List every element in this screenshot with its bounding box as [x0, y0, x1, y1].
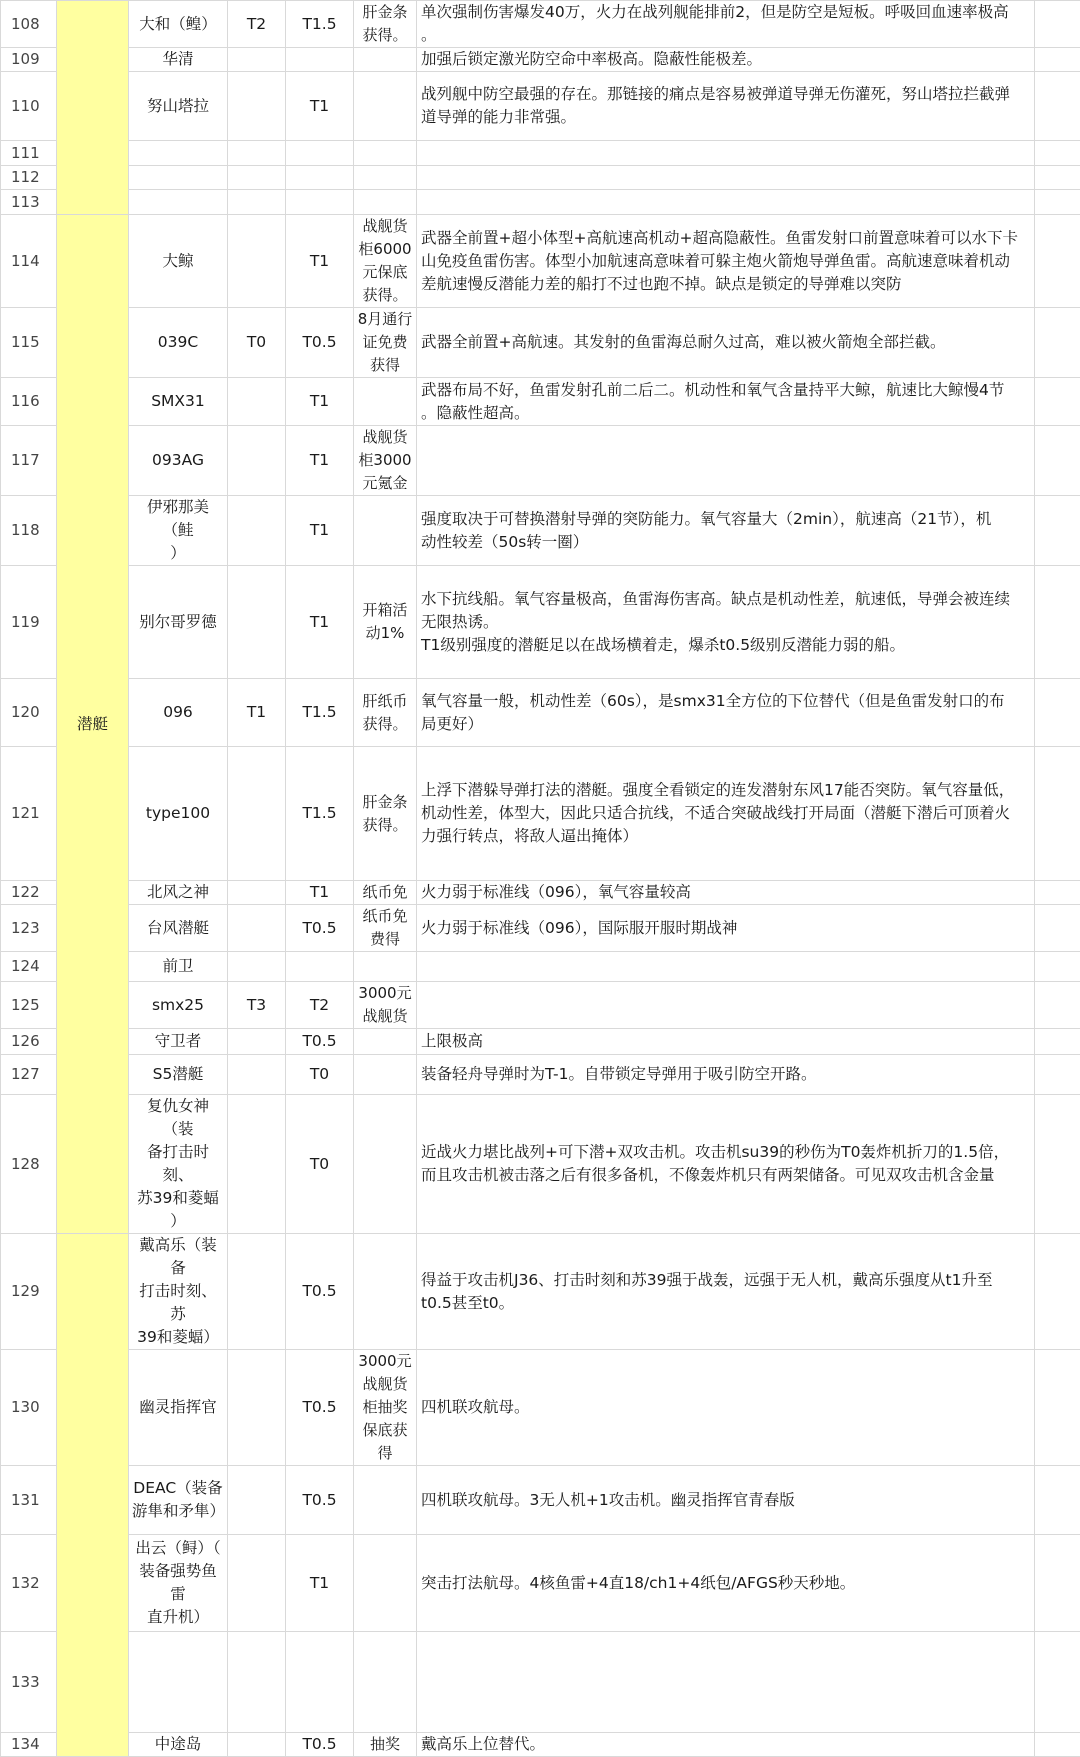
- tier-cell-b[interactable]: T1.5: [286, 1, 354, 48]
- table-row: [1, 1632, 1080, 1733]
- empty-cell[interactable]: [1035, 48, 1080, 72]
- tier-cell-b[interactable]: [286, 48, 354, 72]
- source-cell[interactable]: 肝金条 获得。: [354, 747, 417, 881]
- tier-cell-a[interactable]: [228, 1095, 286, 1234]
- ship-name-cell[interactable]: 幽灵指挥官: [129, 1350, 228, 1466]
- ship-name-cell[interactable]: S5潜艇: [129, 1055, 228, 1095]
- row-number[interactable]: 125: [1, 982, 57, 1029]
- tier-cell-b[interactable]: T0.5: [286, 1350, 354, 1466]
- row-number[interactable]: 119: [1, 566, 57, 679]
- tier-cell-a[interactable]: [228, 378, 286, 426]
- row-number[interactable]: 108: [1, 1, 57, 48]
- tier-cell-a[interactable]: [228, 1632, 286, 1733]
- description-cell[interactable]: 武器全前置+超小体型+高航速高机动+超高隐蔽性。鱼雷发射口前置意味着可以水下卡 山免疫鱼雷伤害。体型小加航速高意味着可躲主炮火箭炮导弹鱼雷。高航速意味着机动 差航速慢反潜能力差的船打不过也跑不掉。缺点是锁定的导弹难以突防: [417, 215, 1035, 308]
- row-number[interactable]: 112: [1, 166, 57, 190]
- source-cell[interactable]: [354, 952, 417, 982]
- description-cell[interactable]: 武器布局不好，鱼雷发射孔前二后二。机动性和氧气含量持平大鲸，航速比大鲸慢4节 。隐蔽性超高。: [417, 378, 1035, 426]
- ship-name-cell[interactable]: 华清: [129, 48, 228, 72]
- source-cell[interactable]: [354, 378, 417, 426]
- table-row: [1, 679, 1080, 747]
- tier-cell-a[interactable]: [228, 566, 286, 679]
- source-cell[interactable]: [354, 48, 417, 72]
- tier-cell-b[interactable]: T1: [286, 426, 354, 496]
- tier-cell-b[interactable]: T1: [286, 215, 354, 308]
- source-cell[interactable]: 8月通行 证免费 获得: [354, 308, 417, 378]
- empty-cell[interactable]: [1035, 496, 1080, 566]
- row-number[interactable]: 127: [1, 1055, 57, 1095]
- description-cell[interactable]: 战列舰中防空最强的存在。那链接的痛点是容易被弹道导弹无伤灌死，努山塔拉拦截弹 道导弹的能力非常强。: [417, 72, 1035, 141]
- tier-cell-a[interactable]: [228, 881, 286, 905]
- description-cell[interactable]: [417, 952, 1035, 982]
- empty-cell[interactable]: [1035, 378, 1080, 426]
- source-cell[interactable]: 肝金条 获得。: [354, 1, 417, 48]
- row-number[interactable]: 121: [1, 747, 57, 881]
- description-cell[interactable]: [417, 426, 1035, 496]
- source-cell[interactable]: 3000元 战舰货: [354, 982, 417, 1029]
- table-row: [1, 308, 1080, 378]
- source-cell[interactable]: [354, 1095, 417, 1234]
- row-number[interactable]: 128: [1, 1095, 57, 1234]
- tier-cell-a[interactable]: [228, 190, 286, 215]
- ship-name-cell[interactable]: 伊邪那美（鲑 ）: [129, 496, 228, 566]
- description-cell[interactable]: 火力弱于标准线（096），国际服开服时期战神: [417, 905, 1035, 952]
- table-row: [1, 1029, 1080, 1055]
- ship-name-cell[interactable]: 093AG: [129, 426, 228, 496]
- description-cell[interactable]: 近战火力堪比战列+可下潜+双攻击机。攻击机su39的秒伤为T0轰炸机折刀的1.5倍， 而且攻击机被击落之后有很多备机，不像轰炸机只有两架储备。可见双攻击机含金量: [417, 1095, 1035, 1234]
- description-cell[interactable]: [417, 190, 1035, 215]
- tier-cell-b[interactable]: T2: [286, 982, 354, 1029]
- ship-name-cell[interactable]: 中途岛: [129, 1733, 228, 1757]
- tier-cell-b[interactable]: T0.5: [286, 1234, 354, 1350]
- ship-name-cell[interactable]: 别尔哥罗德: [129, 566, 228, 679]
- category-cell[interactable]: 潜艇: [57, 215, 129, 1234]
- tier-cell-b[interactable]: T1: [286, 1535, 354, 1632]
- row-number[interactable]: 122: [1, 881, 57, 905]
- tier-cell-b[interactable]: T0: [286, 1095, 354, 1234]
- ship-name-cell[interactable]: 守卫者: [129, 1029, 228, 1055]
- ship-name-cell[interactable]: 大和（鳇）: [129, 1, 228, 48]
- tier-cell-a[interactable]: [228, 1466, 286, 1535]
- tier-cell-b[interactable]: T1.5: [286, 747, 354, 881]
- table-row: [1, 952, 1080, 982]
- empty-cell[interactable]: [1035, 215, 1080, 308]
- empty-cell[interactable]: [1035, 747, 1080, 881]
- row-number[interactable]: 114: [1, 215, 57, 308]
- ship-name-cell[interactable]: 大鲸: [129, 215, 228, 308]
- empty-cell[interactable]: [1035, 679, 1080, 747]
- source-cell[interactable]: 抽奖: [354, 1733, 417, 1757]
- empty-cell[interactable]: [1035, 1350, 1080, 1466]
- empty-cell[interactable]: [1035, 566, 1080, 679]
- row-number[interactable]: 129: [1, 1234, 57, 1350]
- tier-cell-b[interactable]: T1: [286, 881, 354, 905]
- tier-cell-a[interactable]: [228, 215, 286, 308]
- row-number[interactable]: 111: [1, 141, 57, 166]
- tier-cell-a[interactable]: [228, 141, 286, 166]
- row-number[interactable]: 126: [1, 1029, 57, 1055]
- empty-cell[interactable]: [1035, 72, 1080, 141]
- table-row: [1, 747, 1080, 881]
- table-row: [1, 881, 1080, 905]
- description-cell[interactable]: 装备轻舟导弹时为T-1。自带锁定导弹用于吸引防空开路。: [417, 1055, 1035, 1095]
- description-cell[interactable]: [417, 1632, 1035, 1733]
- row-number[interactable]: 131: [1, 1466, 57, 1535]
- row-number[interactable]: 134: [1, 1733, 57, 1757]
- description-cell[interactable]: [417, 141, 1035, 166]
- description-cell[interactable]: 单次强制伤害爆发40万，火力在战列舰能排前2，但是防空是短板。呼吸回血速率极高 。: [417, 1, 1035, 48]
- tier-cell-a[interactable]: [228, 1535, 286, 1632]
- table-row: [1, 141, 1080, 166]
- ship-name-cell[interactable]: 出云（鲟）（ 装备强势鱼雷 直升机）: [129, 1535, 228, 1632]
- table-row: [1, 1095, 1080, 1234]
- empty-cell[interactable]: [1035, 308, 1080, 378]
- tier-cell-a[interactable]: [228, 905, 286, 952]
- row-number[interactable]: 124: [1, 952, 57, 982]
- table-row: [1, 496, 1080, 566]
- row-number[interactable]: 115: [1, 308, 57, 378]
- tier-cell-a[interactable]: [228, 72, 286, 141]
- row-number[interactable]: 130: [1, 1350, 57, 1466]
- ship-name-cell[interactable]: type100: [129, 747, 228, 881]
- tier-cell-a[interactable]: T3: [228, 982, 286, 1029]
- row-number[interactable]: 109: [1, 48, 57, 72]
- description-cell[interactable]: 水下抗线船。氧气容量极高，鱼雷海伤害高。缺点是机动性差，航速低，导弹会被连续 无限热诱。 T1级别强度的潜艇足以在战场横着走，爆杀t0.5级别反潜能力弱的船。: [417, 566, 1035, 679]
- table-row: [1, 1466, 1080, 1535]
- tier-cell-a[interactable]: [228, 426, 286, 496]
- source-cell[interactable]: [354, 1029, 417, 1055]
- tier-cell-b[interactable]: [286, 166, 354, 190]
- description-cell[interactable]: 得益于攻击机J36、打击时刻和苏39强于战轰，远强于无人机，戴高乐强度从t1升至 t0.5甚至t0。: [417, 1234, 1035, 1350]
- table-row: [1, 1234, 1080, 1350]
- table-row: [1, 1350, 1080, 1466]
- tier-cell-b[interactable]: T0.5: [286, 1466, 354, 1535]
- tier-cell-b[interactable]: T1.5: [286, 679, 354, 747]
- table-row: [1, 982, 1080, 1029]
- ship-name-cell[interactable]: 北风之神: [129, 881, 228, 905]
- tier-cell-a[interactable]: [228, 166, 286, 190]
- row-number[interactable]: 116: [1, 378, 57, 426]
- description-cell[interactable]: [417, 982, 1035, 1029]
- empty-cell[interactable]: [1035, 1055, 1080, 1095]
- table-row: [1, 426, 1080, 496]
- source-cell[interactable]: [354, 72, 417, 141]
- tier-cell-a[interactable]: T0: [228, 308, 286, 378]
- tier-cell-a[interactable]: T2: [228, 1, 286, 48]
- description-cell[interactable]: 戴高乐上位替代。: [417, 1733, 1035, 1757]
- ship-name-cell[interactable]: 台风潜艇: [129, 905, 228, 952]
- ship-name-cell[interactable]: [129, 166, 228, 190]
- tier-cell-b[interactable]: T0.5: [286, 1029, 354, 1055]
- source-cell[interactable]: [354, 1632, 417, 1733]
- tier-cell-b[interactable]: [286, 141, 354, 166]
- tier-cell-b[interactable]: T1: [286, 496, 354, 566]
- empty-cell[interactable]: [1035, 905, 1080, 952]
- description-cell[interactable]: 武器全前置+高航速。其发射的鱼雷海总耐久过高，难以被火箭炮全部拦截。: [417, 308, 1035, 378]
- ship-name-cell[interactable]: 096: [129, 679, 228, 747]
- row-number[interactable]: 123: [1, 905, 57, 952]
- description-cell[interactable]: 四机联攻航母。3无人机+1攻击机。幽灵指挥官青春版: [417, 1466, 1035, 1535]
- ship-name-cell[interactable]: [129, 141, 228, 166]
- table-row: [1, 566, 1080, 679]
- source-cell[interactable]: [354, 1535, 417, 1632]
- empty-cell[interactable]: [1035, 1029, 1080, 1055]
- table-row: [1, 905, 1080, 952]
- source-cell[interactable]: [354, 190, 417, 215]
- source-cell[interactable]: 纸币免 费得: [354, 905, 417, 952]
- empty-cell[interactable]: [1035, 166, 1080, 190]
- ship-name-cell[interactable]: 复仇女神（装 备打击时刻、 苏39和菱蝠 ）: [129, 1095, 228, 1234]
- table-row: [1, 378, 1080, 426]
- table-row: [1, 1, 1080, 48]
- empty-cell[interactable]: [1035, 982, 1080, 1029]
- empty-cell[interactable]: [1035, 1, 1080, 48]
- tier-cell-b[interactable]: [286, 190, 354, 215]
- category-cell[interactable]: [57, 1, 129, 215]
- description-cell[interactable]: 上限极高: [417, 1029, 1035, 1055]
- source-cell[interactable]: [354, 1234, 417, 1350]
- empty-cell[interactable]: [1035, 1535, 1080, 1632]
- tier-cell-b[interactable]: [286, 952, 354, 982]
- table-row: [1, 1535, 1080, 1632]
- tier-cell-a[interactable]: T1: [228, 679, 286, 747]
- empty-cell[interactable]: [1035, 1632, 1080, 1733]
- table-body: [1, 1, 1080, 1757]
- description-cell[interactable]: 氧气容量一般，机动性差（60s），是smx31全方位的下位替代（但是鱼雷发射口的布 局更好）: [417, 679, 1035, 747]
- empty-cell[interactable]: [1035, 881, 1080, 905]
- ship-name-cell[interactable]: [129, 190, 228, 215]
- table-row: [1, 215, 1080, 308]
- source-cell[interactable]: [354, 141, 417, 166]
- description-cell[interactable]: 突击打法航母。4核鱼雷+4直18/ch1+4纸包/AFGS秒天秒地。: [417, 1535, 1035, 1632]
- description-cell[interactable]: 四机联攻航母。: [417, 1350, 1035, 1466]
- source-cell[interactable]: 战舰货 柜6000 元保底 获得。: [354, 215, 417, 308]
- source-cell[interactable]: [354, 166, 417, 190]
- empty-cell[interactable]: [1035, 141, 1080, 166]
- tier-cell-a[interactable]: [228, 1029, 286, 1055]
- description-cell[interactable]: [417, 166, 1035, 190]
- tier-cell-b[interactable]: T0.5: [286, 905, 354, 952]
- tier-cell-b[interactable]: [286, 1632, 354, 1733]
- table-row: [1, 1055, 1080, 1095]
- ship-name-cell[interactable]: 戴高乐（装备 打击时刻、苏 39和菱蝠）: [129, 1234, 228, 1350]
- tier-cell-a[interactable]: [228, 496, 286, 566]
- row-number[interactable]: 118: [1, 496, 57, 566]
- empty-cell[interactable]: [1035, 190, 1080, 215]
- source-cell[interactable]: [354, 496, 417, 566]
- tier-cell-a[interactable]: [228, 1733, 286, 1757]
- tier-cell-a[interactable]: [228, 1350, 286, 1466]
- ship-name-cell[interactable]: 039C: [129, 308, 228, 378]
- tier-cell-a[interactable]: [228, 747, 286, 881]
- ship-name-cell[interactable]: DEAC（装备 游隼和矛隼）: [129, 1466, 228, 1535]
- ship-name-cell[interactable]: 努山塔拉: [129, 72, 228, 141]
- tier-cell-a[interactable]: [228, 48, 286, 72]
- source-cell[interactable]: 肝纸币 获得。: [354, 679, 417, 747]
- description-cell[interactable]: 火力弱于标准线（096），氧气容量较高: [417, 881, 1035, 905]
- source-cell[interactable]: 开箱活 动1%: [354, 566, 417, 679]
- empty-cell[interactable]: [1035, 426, 1080, 496]
- row-number[interactable]: 110: [1, 72, 57, 141]
- empty-cell[interactable]: [1035, 1733, 1080, 1757]
- ship-name-cell[interactable]: [129, 1632, 228, 1733]
- tier-cell-b[interactable]: T0.5: [286, 1733, 354, 1757]
- row-number[interactable]: 117: [1, 426, 57, 496]
- table-row: [1, 72, 1080, 141]
- tier-cell-b[interactable]: T0.5: [286, 308, 354, 378]
- empty-cell[interactable]: [1035, 1234, 1080, 1350]
- tier-cell-a[interactable]: [228, 1234, 286, 1350]
- tier-cell-b[interactable]: T1: [286, 72, 354, 141]
- table-row: [1, 166, 1080, 190]
- ship-name-cell[interactable]: smx25: [129, 982, 228, 1029]
- empty-cell[interactable]: [1035, 1466, 1080, 1535]
- table-row: [1, 190, 1080, 215]
- source-cell[interactable]: 纸币免: [354, 881, 417, 905]
- tier-cell-b[interactable]: T1: [286, 378, 354, 426]
- row-number[interactable]: 113: [1, 190, 57, 215]
- tier-cell-a[interactable]: [228, 1055, 286, 1095]
- source-cell[interactable]: 战舰货 柜3000 元氪金: [354, 426, 417, 496]
- source-cell[interactable]: 3000元 战舰货 柜抽奖 保底获 得: [354, 1350, 417, 1466]
- description-cell[interactable]: 上浮下潜躲导弹打法的潜艇。强度全看锁定的连发潜射东风17能否突防。氧气容量低， 机动性差，体型大，因此只适合抗线，不适合突破战线打开局面（潜艇下潜后可顶着火 力强行转点，将敌人逼出掩体）: [417, 747, 1035, 881]
- table-row: [1, 48, 1080, 72]
- tier-cell-a[interactable]: [228, 952, 286, 982]
- row-number[interactable]: 120: [1, 679, 57, 747]
- tier-cell-b[interactable]: T1: [286, 566, 354, 679]
- description-cell[interactable]: 加强后锁定激光防空命中率极高。隐蔽性能极差。: [417, 48, 1035, 72]
- source-cell[interactable]: [354, 1466, 417, 1535]
- description-cell[interactable]: 强度取决于可替换潜射导弹的突防能力。氧气容量大（2min），航速高（21节），机 动性较差（50s转一圈）: [417, 496, 1035, 566]
- empty-cell[interactable]: [1035, 1095, 1080, 1234]
- ship-name-cell[interactable]: 前卫: [129, 952, 228, 982]
- table-row: [1, 1733, 1080, 1757]
- row-number[interactable]: 132: [1, 1535, 57, 1632]
- row-number[interactable]: 133: [1, 1632, 57, 1733]
- tier-cell-b[interactable]: T0: [286, 1055, 354, 1095]
- empty-cell[interactable]: [1035, 952, 1080, 982]
- source-cell[interactable]: [354, 1055, 417, 1095]
- ship-name-cell[interactable]: SMX31: [129, 378, 228, 426]
- category-cell[interactable]: [57, 1234, 129, 1757]
